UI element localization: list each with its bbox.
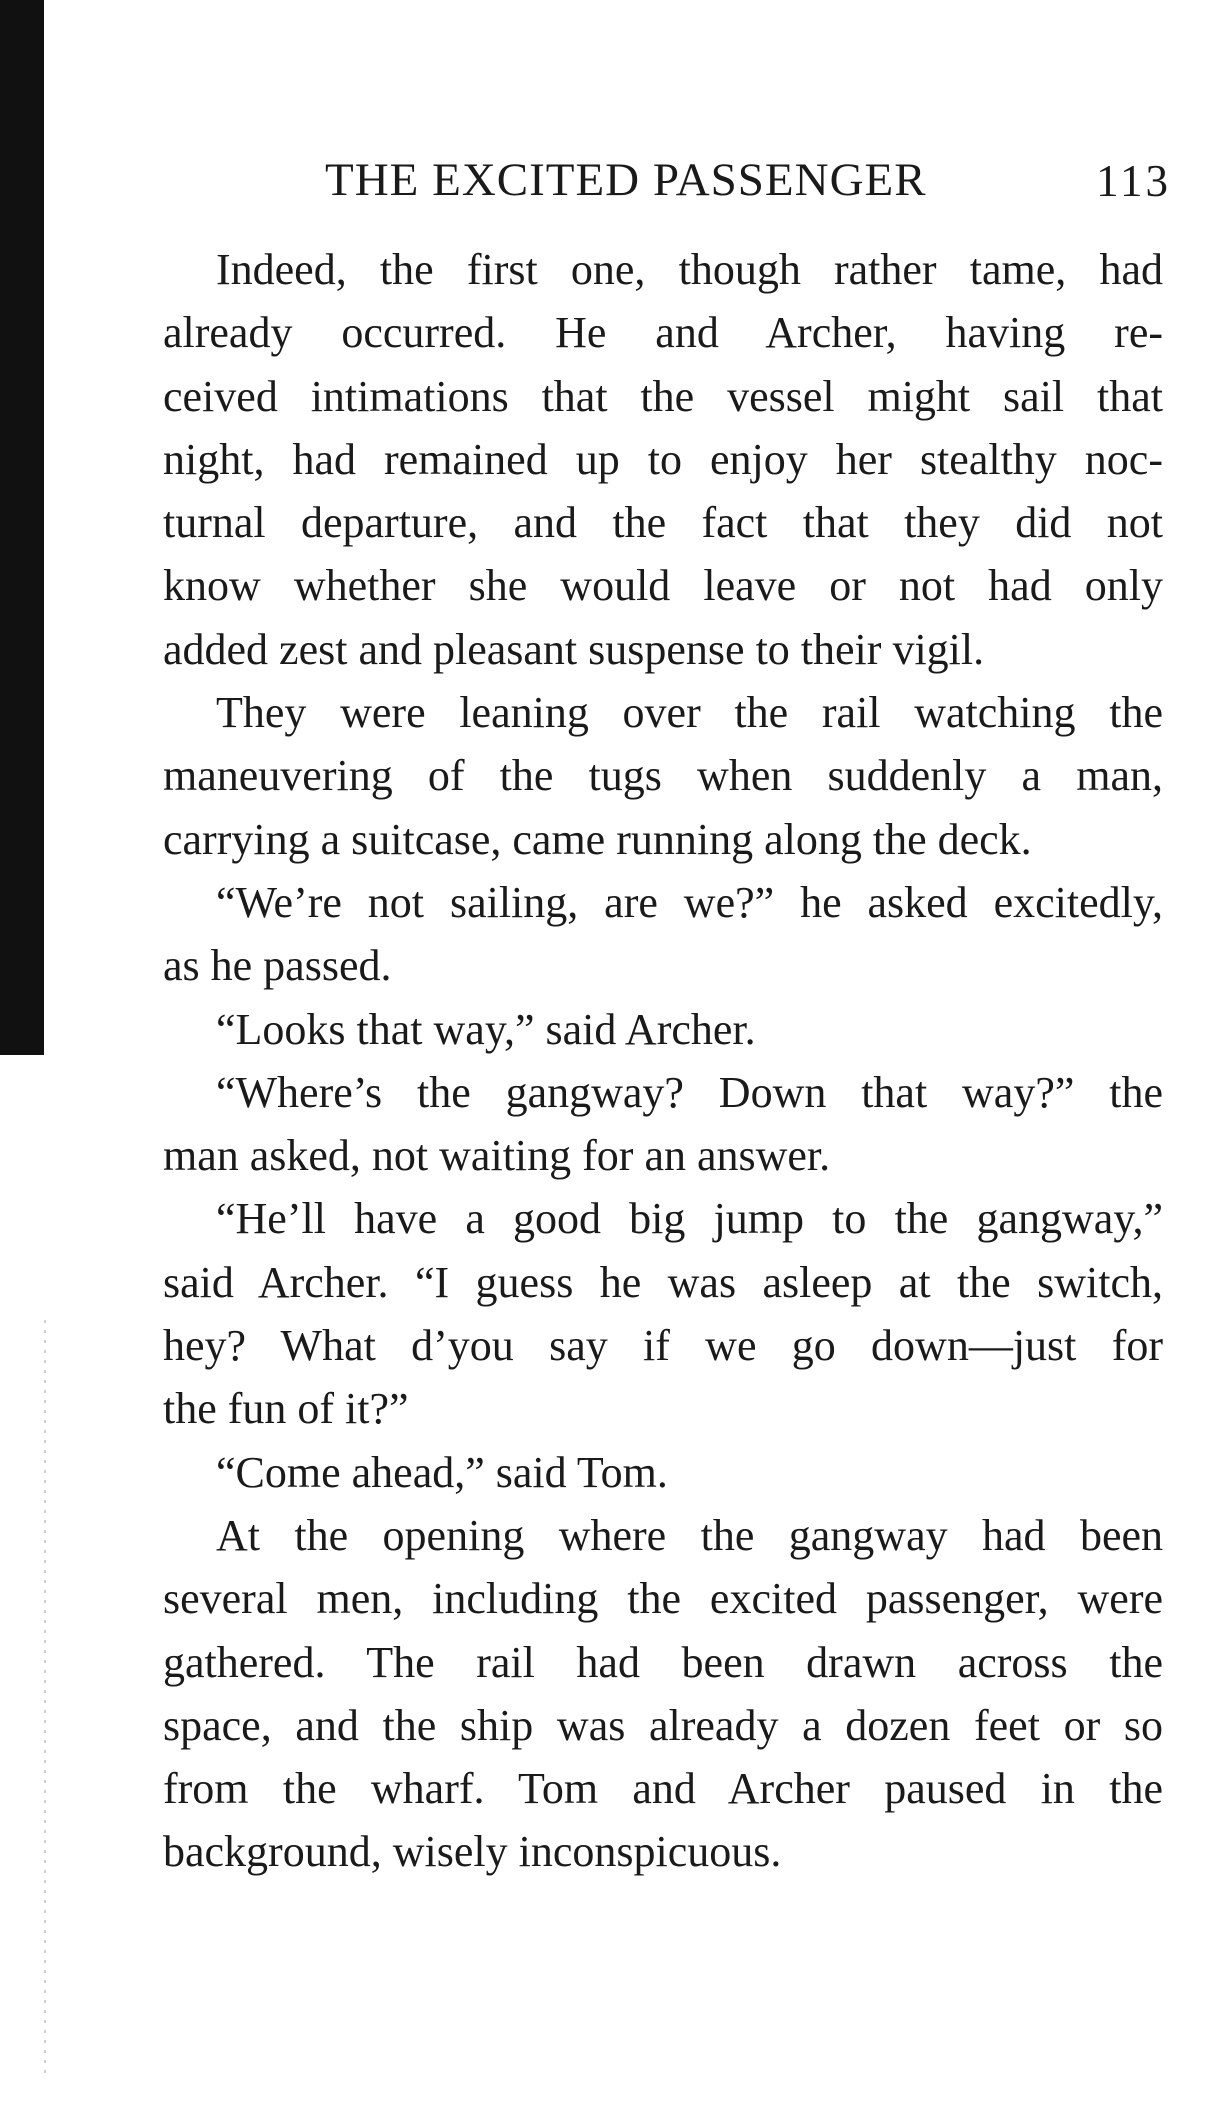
paragraph	[163, 1441, 1163, 1504]
paragraph	[163, 238, 1163, 681]
text-line: the fun of it?”	[163, 1384, 409, 1434]
text-line: “He’ll have a good big jump to the gangway,”	[216, 1194, 1163, 1244]
text-line: hey? What d’you say if we go down—just for	[163, 1321, 1163, 1371]
text-line: from the wharf. Tom and Archer paused in the	[163, 1764, 1163, 1814]
binding-edge	[0, 0, 44, 1055]
text-line: several men, including the excited passenger, were	[163, 1574, 1163, 1624]
paragraph	[163, 1504, 1163, 1884]
running-head-title: THE EXCITED PASSENGER	[325, 154, 927, 206]
text-line: turnal departure, and the fact that they did not	[163, 498, 1163, 548]
page-number: 113	[1096, 156, 1171, 206]
text-line: “We’re not sailing, are we?” he asked excitedly,	[216, 877, 1163, 927]
text-line: “Looks that way,” said Archer.	[216, 1004, 756, 1054]
text-line: space, and the ship was already a dozen feet or so	[163, 1700, 1163, 1750]
text-line: ceived intimations that the vessel might sail that	[163, 371, 1163, 421]
binding-edge-speckle	[44, 1320, 46, 2080]
paragraph	[163, 681, 1163, 871]
body-text	[163, 238, 1163, 1884]
paragraph	[163, 871, 1163, 998]
text-line: added zest and pleasant suspense to their vigil.	[163, 624, 985, 674]
text-line: night, had remained up to enjoy her stealthy noc-	[163, 434, 1163, 484]
text-line: Indeed, the first one, though rather tame, had	[216, 245, 1163, 294]
paragraph	[163, 1061, 1163, 1188]
text-line: carrying a suitcase, came running along the deck.	[163, 814, 1032, 864]
text-line: maneuvering of the tugs when suddenly a man,	[163, 751, 1163, 801]
text-line: They were leaning over the rail watching the	[216, 688, 1163, 738]
text-line: already occurred. He and Archer, having re-	[163, 308, 1163, 358]
text-line: said Archer. “I guess he was asleep at the switch,	[163, 1257, 1163, 1307]
text-line: gathered. The rail had been drawn across the	[163, 1637, 1163, 1687]
text-line: know whether she would leave or not had only	[163, 561, 1163, 611]
text-line: background, wisely inconspicuous.	[163, 1827, 782, 1877]
text-line: “Come ahead,” said Tom.	[216, 1447, 668, 1497]
text-line: At the opening where the gangway had been	[216, 1510, 1163, 1560]
text-line: man asked, not waiting for an answer.	[163, 1131, 831, 1181]
paragraph	[163, 1187, 1163, 1440]
text-line: as he passed.	[163, 941, 392, 991]
text-line: “Where’s the gangway? Down that way?” the	[216, 1067, 1163, 1117]
running-head	[325, 153, 1171, 213]
paragraph	[163, 998, 1163, 1061]
